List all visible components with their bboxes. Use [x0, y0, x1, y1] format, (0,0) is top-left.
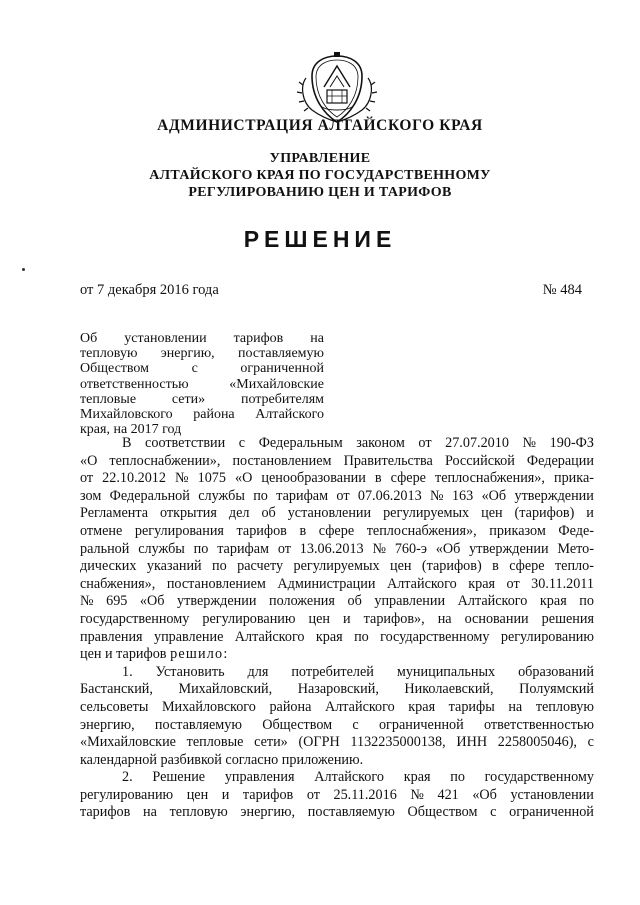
word: «Об	[435, 540, 461, 557]
word: установлении	[510, 786, 594, 803]
body-line	[80, 664, 594, 682]
word: Обществом	[262, 716, 333, 733]
word: по	[193, 540, 209, 557]
word: Михайловский,	[178, 681, 273, 698]
word: тепловые	[186, 734, 244, 751]
word: 30.11.2011	[531, 575, 594, 592]
word: (ОГРН	[298, 734, 340, 751]
word: теплоснабжения»,	[435, 470, 545, 487]
word: службы	[138, 540, 185, 557]
word: управления	[224, 769, 295, 786]
word: Алтайского	[386, 575, 457, 592]
word: тарифов	[242, 786, 294, 803]
word: утверждении	[469, 540, 549, 557]
word: 07.06.2013	[357, 487, 422, 504]
department-name	[0, 150, 640, 201]
word: Федеральным	[258, 435, 343, 451]
word: в	[374, 470, 382, 487]
word: (тарифов)	[421, 558, 482, 575]
word: снабжения»,	[80, 575, 156, 592]
word: тепло-	[554, 558, 594, 575]
word: утверждении	[177, 593, 257, 610]
word: тепловую	[169, 804, 228, 821]
margin-mark	[22, 268, 25, 271]
subject-line	[80, 361, 324, 376]
word: Алтайского	[457, 593, 528, 610]
word: об	[261, 505, 276, 522]
word: от	[306, 786, 320, 803]
body-line: календарной разбивкой согласно приложению.	[80, 751, 364, 768]
word: государственному	[380, 628, 490, 645]
word: «О	[80, 452, 98, 469]
word: Правительства	[343, 452, 433, 469]
word: ответственностью	[483, 716, 594, 733]
word: энергию,	[240, 804, 296, 821]
word: муниципальных	[396, 663, 496, 680]
word: 1075	[197, 470, 226, 487]
word: потребителей	[291, 663, 374, 680]
word: Феде-	[558, 522, 594, 539]
word: на	[310, 331, 324, 346]
word: по	[212, 558, 227, 575]
word: управление	[153, 628, 224, 645]
body-line	[80, 576, 594, 594]
word: Федерации	[526, 452, 594, 469]
word: цен	[186, 786, 209, 803]
word: «Об	[139, 593, 165, 610]
word: Михайловского	[161, 698, 256, 715]
body-line	[80, 769, 594, 787]
word: установлении	[287, 505, 372, 522]
word: Установить	[155, 663, 225, 680]
word: 695	[106, 593, 128, 610]
word: положения	[268, 593, 335, 610]
body-line	[80, 523, 594, 541]
word: Об	[80, 331, 98, 346]
word: №	[80, 593, 94, 610]
body-line	[80, 734, 594, 752]
department-line: РЕГУЛИРОВАНИЮ ЦЕН И ТАРИФОВ	[188, 185, 452, 200]
word: тепловую	[535, 698, 594, 715]
word: тарифов	[233, 331, 284, 346]
word: 13.06.2013	[299, 540, 364, 557]
body-line	[80, 681, 594, 699]
body-line-resolved	[80, 646, 594, 664]
word: «Об	[481, 487, 507, 504]
word: Администрации	[277, 575, 376, 592]
word: тарифов	[236, 522, 287, 539]
word: в	[299, 522, 307, 539]
word: тарифам	[276, 487, 329, 504]
word: тепловую	[80, 346, 138, 362]
word: по	[450, 769, 465, 786]
body-line-text: цен и тарифов	[80, 646, 167, 663]
word: №	[175, 470, 189, 487]
body-line	[80, 453, 594, 471]
word: дических	[80, 558, 137, 575]
word: постановлением	[166, 575, 266, 592]
word: поставляемую	[154, 716, 242, 733]
body-line	[80, 505, 594, 523]
word: тарифов	[80, 804, 131, 821]
subject-line	[80, 377, 324, 392]
word: 27.07.2010	[445, 435, 509, 451]
document-subject	[80, 331, 324, 437]
word: образований	[518, 663, 594, 680]
word: ответственностью	[80, 376, 189, 392]
body-line	[80, 435, 594, 453]
word: потребителям	[240, 391, 324, 407]
body-line	[80, 470, 594, 488]
body-line	[80, 541, 594, 559]
body-line	[80, 558, 594, 576]
word: и	[586, 505, 594, 522]
word: №	[410, 786, 424, 803]
word: на	[437, 610, 452, 627]
word: решения	[541, 610, 594, 627]
word: регулированию	[500, 628, 594, 645]
word: от	[277, 540, 291, 557]
word: края	[468, 575, 496, 592]
word: Мето-	[557, 540, 594, 557]
word: «Михайловские	[229, 376, 324, 392]
word: ральной	[80, 540, 130, 557]
word: района	[269, 698, 312, 715]
subject-line	[80, 392, 324, 407]
word: теплоснабжения»,	[366, 522, 477, 539]
word: Алтайского	[324, 698, 395, 715]
word: цен	[389, 558, 412, 575]
word: открытия	[159, 505, 217, 522]
word: по	[253, 487, 268, 504]
word: регулируемых	[383, 505, 470, 522]
word: на	[143, 804, 157, 821]
word: в	[492, 558, 499, 575]
word: от	[80, 470, 94, 487]
word: Обществом	[80, 361, 150, 377]
subject-line: края, на 2017 год	[80, 422, 182, 438]
word: и	[343, 610, 351, 627]
word: от	[418, 435, 432, 451]
word: на	[508, 698, 523, 715]
word: №	[430, 487, 444, 504]
department-line: УПРАВЛЕНИЕ	[269, 151, 371, 166]
word: с	[352, 716, 359, 733]
body-line	[80, 593, 594, 611]
word: ограниченной	[240, 361, 324, 377]
word: правления	[80, 628, 143, 645]
word: тарифам	[217, 540, 270, 557]
word: сельсоветы	[80, 698, 149, 715]
word: сфере	[390, 470, 426, 487]
word: основании	[464, 610, 529, 627]
coat-of-arms-icon	[294, 52, 380, 126]
word: с	[238, 435, 246, 451]
word: регулируемых	[293, 558, 380, 575]
word: Федеральной	[109, 487, 190, 504]
word: прика-	[553, 470, 594, 487]
word: района	[193, 407, 235, 423]
word: об	[347, 593, 362, 610]
word: «Об	[472, 786, 497, 803]
body-line	[80, 717, 594, 735]
word: поставляемую	[238, 346, 324, 362]
word: «О	[235, 470, 253, 487]
word: края	[403, 769, 431, 786]
body-line	[80, 629, 594, 647]
word: по	[354, 628, 369, 645]
word: расчету	[237, 558, 284, 575]
word: Михайловского	[80, 407, 173, 423]
word: регулированию	[202, 610, 296, 627]
word: ценообразовании	[261, 470, 366, 487]
body-line	[80, 699, 594, 717]
word: №	[522, 435, 537, 451]
word: тарифы	[448, 698, 495, 715]
word: ограниченной	[378, 716, 464, 733]
word: 2.	[122, 769, 133, 786]
document-type: РЕШЕНИЕ	[243, 226, 397, 252]
word: Алтайского	[314, 769, 384, 786]
word: Российской	[444, 452, 515, 469]
word: поставляемую	[307, 804, 395, 821]
word: 25.11.2016	[333, 786, 397, 803]
word: Назаровский,	[297, 681, 379, 698]
department-line: АЛТАЙСКОГО КРАЯ ПО ГОСУДАРСТВЕННОМУ	[149, 168, 491, 183]
word: с	[490, 804, 497, 821]
word: сфере	[509, 558, 545, 575]
word: энергию,	[80, 716, 135, 733]
word: цен	[308, 610, 331, 627]
word: зом	[80, 487, 102, 504]
word: с	[191, 361, 198, 377]
word: указаний	[146, 558, 202, 575]
word: ИНН	[456, 734, 488, 751]
word: регулирования	[134, 522, 224, 539]
word: 760-э	[394, 540, 427, 557]
word: от	[506, 575, 520, 592]
word: энергию,	[160, 346, 215, 362]
organization-name: АДМИНИСТРАЦИЯ АЛТАЙСКОГО КРАЯ	[157, 117, 483, 134]
word: соответствии	[145, 435, 226, 451]
word: Полуямский	[519, 681, 594, 698]
word: 190-ФЗ	[549, 435, 594, 451]
document-body	[80, 435, 594, 822]
word: постановлением	[232, 452, 332, 469]
word: с	[587, 734, 594, 751]
document-number: № 484	[542, 282, 582, 298]
word: «Михайловские	[80, 734, 176, 751]
word: по	[579, 593, 594, 610]
word: ограниченной	[509, 804, 594, 821]
word: (тарифов)	[514, 505, 575, 522]
word: края	[315, 628, 343, 645]
word: сфере	[318, 522, 355, 539]
word: края	[408, 698, 436, 715]
resolved-word: решило:	[170, 646, 229, 663]
word: 22.10.2012	[102, 470, 166, 487]
word: государственному	[80, 610, 190, 627]
word: приказом	[489, 522, 546, 539]
word: сети»	[254, 734, 288, 751]
word: теплоснабжении»,	[109, 452, 221, 469]
word: Николаевский,	[404, 681, 494, 698]
word: Обществом	[407, 804, 478, 821]
word: службы	[198, 487, 245, 504]
word: цен	[481, 505, 503, 522]
word: государственному	[484, 769, 594, 786]
word: и	[221, 786, 230, 803]
word: 163	[451, 487, 474, 504]
word: дел	[228, 505, 250, 522]
word: установлении	[124, 331, 207, 346]
word: Бастанский,	[80, 681, 153, 698]
body-line	[80, 611, 594, 629]
subject-line	[80, 346, 324, 361]
word: Регламента	[80, 505, 149, 522]
word: 1132235000138,	[350, 734, 446, 751]
subject-line	[80, 407, 324, 422]
word: от	[336, 487, 350, 504]
word: регулированию	[80, 786, 174, 803]
word: 2258005046),	[497, 734, 577, 751]
word: для	[247, 663, 269, 680]
word: тарифов»,	[363, 610, 425, 627]
word: сети»	[171, 391, 206, 407]
word: края	[539, 593, 567, 610]
word: Алтайского	[234, 628, 305, 645]
body-line	[80, 804, 594, 822]
word: тепловые	[80, 391, 137, 407]
word: 1.	[122, 663, 133, 680]
subject-line	[80, 331, 324, 346]
word: В	[122, 435, 132, 451]
document-date: от 7 декабря 2016 года	[80, 282, 219, 298]
word: утверждении	[514, 487, 594, 504]
word: Решение	[152, 769, 206, 786]
word: управлении	[374, 593, 446, 610]
body-line	[80, 787, 594, 805]
word: отмене	[80, 522, 123, 539]
body-line	[80, 488, 594, 506]
word: 421	[437, 786, 459, 803]
word: Алтайского	[255, 407, 324, 423]
word: №	[372, 540, 386, 557]
word: законом	[356, 435, 405, 451]
